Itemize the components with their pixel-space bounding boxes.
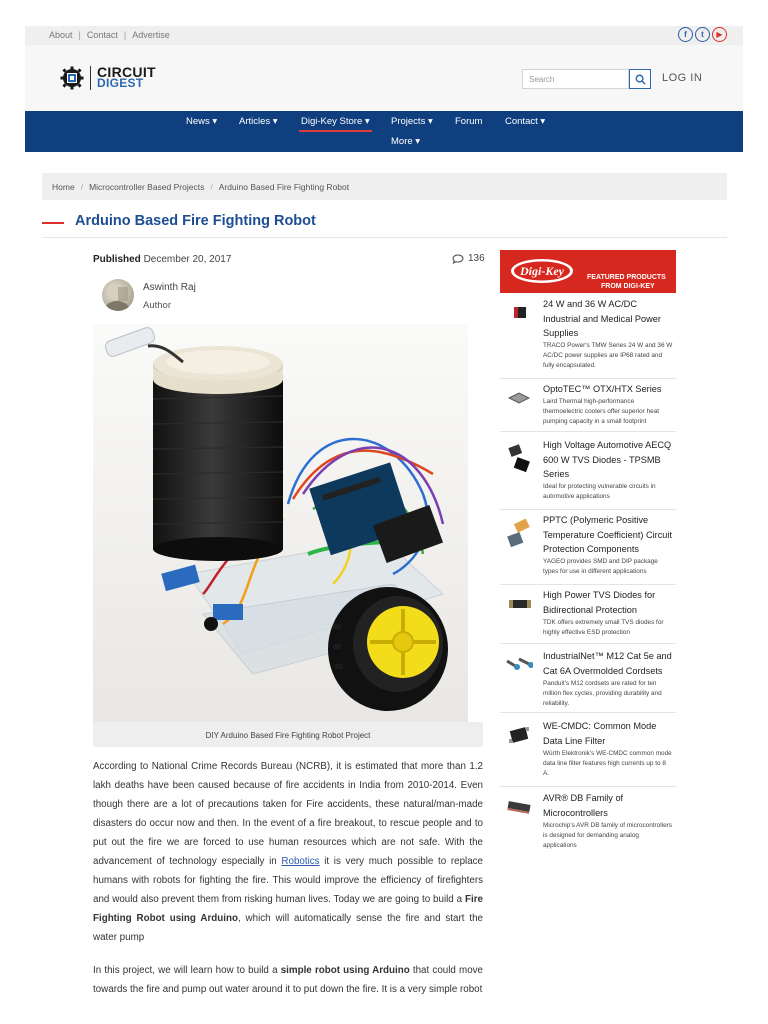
twitter-icon[interactable]: t — [695, 27, 710, 42]
nav-projects[interactable]: Projects ▾ — [391, 116, 433, 127]
comment-icon — [452, 254, 464, 264]
comment-count[interactable] — [452, 253, 485, 264]
author-role: Author — [143, 300, 171, 311]
site-logo[interactable] — [60, 66, 156, 90]
sidebar-product-7[interactable]: WE-CMDC: Common Mode Data Line Filter Würth Elektronik's WE-CMDC common mode data line filter features high currents up to 8 A. — [500, 719, 676, 787]
power-supply-icon — [505, 303, 533, 323]
about-link[interactable]: About — [49, 30, 73, 40]
title-divider — [42, 237, 727, 238]
youtube-icon[interactable]: ▶ — [712, 27, 727, 42]
article-paragraph-2: In this project, we will learn how to build a simple robot using Arduino that could move towards the fire and pump out water around it to put down the fire. It is a very simple robot — [93, 965, 483, 995]
author-name[interactable]: Aswinth Raj — [143, 282, 196, 293]
sidebar-product-4[interactable]: PPTC (Polymeric Positive Temperature Coefficient) Circuit Protection Components YAGEO provides SMD and DIP package types for use in different applications — [500, 513, 676, 585]
advertise-link[interactable]: Advertise — [132, 30, 170, 40]
logo-circuit-text: CIRCUIT — [97, 64, 156, 80]
sidebar-product-6[interactable]: IndustrialNet™ M12 Cat 5e and Cat 6A Overmolded Cordsets Panduit's M12 cordsets are rated for ten million flex cycles, providing durability and reliability. — [500, 649, 676, 713]
published-info — [93, 254, 231, 265]
nav-digikey-store[interactable]: Digi-Key Store ▾ — [301, 116, 370, 127]
search-input[interactable]: Search — [522, 69, 629, 89]
sidebar-product-3[interactable]: High Voltage Automotive AECQ 600 W TVS Diodes - TPSMB Series Ideal for protecting vulnerable circuits in automotive applications — [500, 438, 676, 510]
featured-label-1: FEATURED PRODUCTS — [587, 274, 666, 281]
nav-more[interactable]: More ▾ — [391, 136, 421, 147]
contact-link[interactable]: Contact — [86, 30, 118, 40]
pptc-component-icon — [505, 519, 533, 549]
title-accent-line — [42, 222, 64, 224]
nav-forum[interactable]: Forum — [455, 116, 483, 127]
logo-digest-text: DIGEST — [97, 76, 144, 90]
cordset-icon — [505, 655, 533, 675]
comment-count-value: 136 — [468, 253, 485, 264]
breadcrumb-current: Arduino Based Fire Fighting Robot — [218, 182, 350, 192]
main-nav — [25, 111, 743, 152]
site-header — [25, 45, 743, 111]
filter-chip-icon — [505, 725, 533, 745]
social-links — [678, 27, 727, 42]
search-icon — [635, 74, 646, 85]
nav-articles[interactable]: Articles ▾ — [239, 116, 278, 127]
search-button[interactable] — [629, 69, 651, 89]
chip-gear-icon — [60, 66, 84, 90]
breadcrumb-category[interactable]: Microcontroller Based Projects — [89, 182, 205, 192]
robotics-link[interactable]: Robotics — [281, 856, 320, 867]
featured-products-header[interactable] — [500, 250, 676, 293]
published-label: Published — [93, 254, 141, 265]
breadcrumb-home[interactable]: Home — [52, 182, 75, 192]
sidebar-product-1[interactable]: 24 W and 36 W AC/DC Industrial and Medical Power Supplies TRACO Power's TMW Series 24 W and 36 W AC/DC power supplies are IP68 rated and fully encapsulated. — [500, 297, 676, 379]
top-bar — [25, 26, 743, 45]
article-hero-image — [93, 324, 468, 722]
image-caption: DIY Arduino Based Fire Fighting Robot Project — [93, 722, 483, 747]
sidebar-product-5[interactable]: High Power TVS Diodes for Bidirectional Protection TDK offers extremely small TVS diodes for highly effective ESD protection — [500, 588, 676, 644]
microcontroller-icon — [505, 797, 533, 817]
diode-chip-icon — [505, 594, 533, 614]
page-title: Arduino Based Fire Fighting Robot — [75, 213, 316, 229]
nav-news[interactable]: News ▾ — [186, 116, 218, 127]
sidebar-product-8[interactable]: AVR® DB Family of Microcontrollers Microchip's AVR DB family of microcontrollers is designed for demanding analog applications — [500, 791, 676, 851]
article-paragraph-1: According to National Crime Records Bureau (NCRB), it is estimated that more than 1.2 lakh deaths have been caused because of fire accidents in India from 2010-2014. Even though there are a lot of precautions taken for Fire accidents, these natural/man-made disasters do occur now and then. In the event of a fire breakout, to rescue people and to put out the fire we are forced to use human resources which are not safe. With the advancement of technology especially in Robotics it is very much possible to replace humans with robots for fighting the fire. This would improve the efficiency of firefighters and would also prevent them from risking human lives. Today we are going to build a Fire Fighting Robot using Arduino, which will automatically sense the fire and start the water pump — [93, 761, 484, 943]
login-link[interactable]: LOG IN — [662, 72, 703, 84]
avatar[interactable] — [102, 279, 134, 311]
sidebar-product-2[interactable]: OptoTEC™ OTX/HTX Series Laird Thermal high-performance thermoelectric coolers offer superior heat pumping capacity in a small footprint — [500, 382, 676, 432]
top-links: About | Contact | Advertise — [49, 30, 170, 40]
thermoelectric-cooler-icon — [505, 388, 533, 408]
breadcrumb: Home / Microcontroller Based Projects / Arduino Based Fire Fighting Robot — [42, 173, 727, 200]
digikey-logo — [510, 258, 574, 284]
svg-text:Digi-Key: Digi-Key — [520, 264, 564, 278]
facebook-icon[interactable]: f — [678, 27, 693, 42]
published-date: December 20, 2017 — [143, 254, 232, 265]
nav-contact[interactable]: Contact ▾ — [505, 116, 546, 127]
tvs-diode-icon — [505, 444, 533, 474]
featured-label-2: FROM DIGI-KEY — [601, 283, 655, 290]
